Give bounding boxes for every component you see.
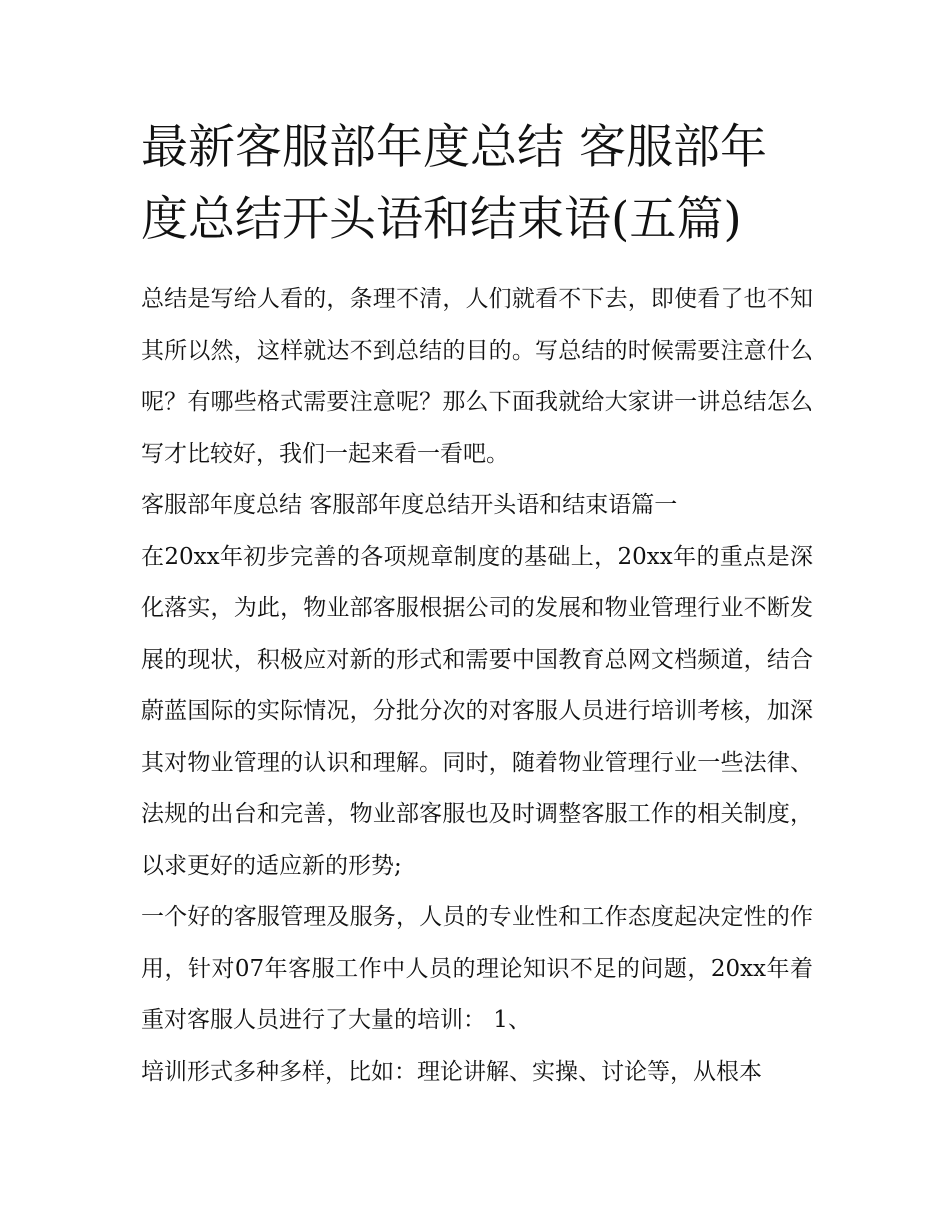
- intro-paragraph: 总结是写给人看的，条理不清，人们就看不下去，即使看了也不知其所以然，这样就达不到总结的目的。写总结的时候需要注意什么呢？有哪些格式需要注意呢？那么下面我就给大家讲一讲总结怎么写才比较好，我们一起来看一看吧。: [141, 286, 813, 467]
- document-title: 最新客服部年度总结 客服部年度总结开头语和结束语(五篇): [141, 120, 767, 247]
- document-body: [141, 112, 813, 1098]
- body-paragraph-3: 培训形式多种多样，比如：理论讲解、实操、讨论等，从根本: [141, 1058, 762, 1085]
- section-heading: 客服部年度总结 客服部年度总结开头语和结束语篇一: [141, 492, 678, 518]
- body-paragraph-2: 一个好的客服管理及服务，人员的专业性和工作态度起决定性的作用，针对07年客服工作中人员的理论知识不足的问题，20xx年着重对客服人员进行了大量的培训： 1、: [141, 904, 813, 1033]
- body-paragraph-1: 在20xx年初步完善的各项规章制度的基础上，20xx年的重点是深化落实，为此，物业部客服根据公司的发展和物业管理行业不断发展的现状，积极应对新的形式和需要中国教育总网文档频道，结合蔚蓝国际的实际情况，分批分次的对客服人员进行培训考核，加深其对物业管理的认识和理解。同时，随着物业管理行业一些法律、法规的出台和完善，物业部客服也及时调整客服工作的相关制度，以求更好的适应新的形势;: [141, 543, 813, 879]
